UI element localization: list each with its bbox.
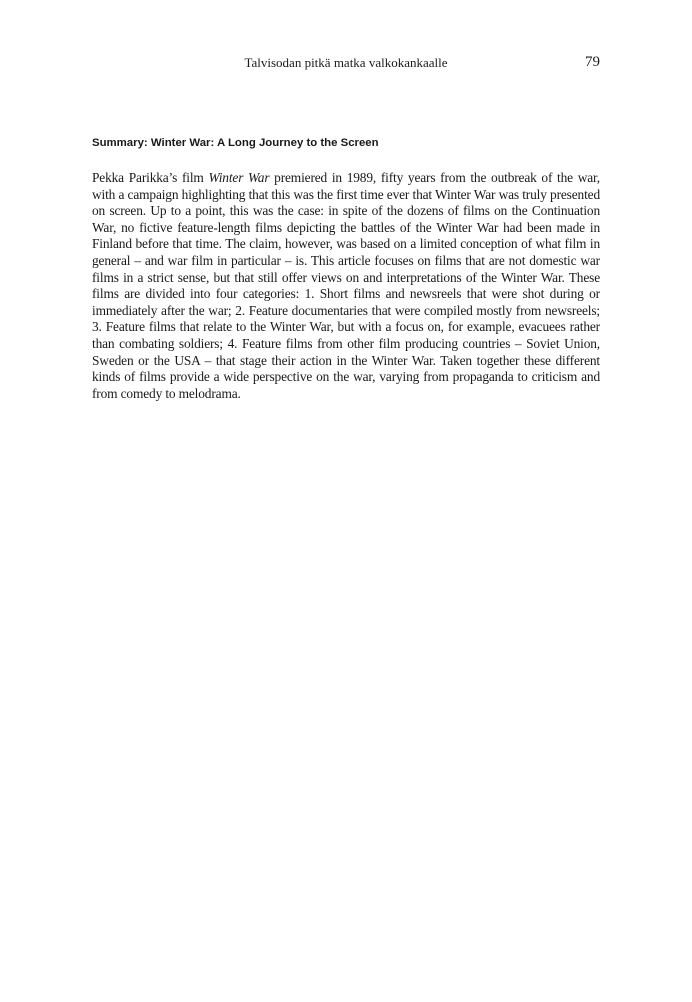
summary-paragraph bbox=[92, 170, 600, 402]
film-title: Winter War bbox=[208, 170, 270, 185]
running-title: Talvisodan pitkä matka valkokankaalle bbox=[244, 55, 448, 70]
page-number: 79 bbox=[585, 54, 600, 70]
summary-text-intro: Pekka Parikka’s film bbox=[92, 170, 209, 185]
summary-heading: Summary: Winter War: A Long Journey to the Screen bbox=[92, 137, 379, 149]
running-header bbox=[92, 54, 600, 74]
summary-text-rest: premiered in 1989, fifty years from the outbreak of the war, with a campaign highlighting that this was the first time ever that Winter War was truly presented on screen. Up to a point, this was the case: in spite of the dozens of films on the Continuation War, no fictive feature-length films depicting the battles of the Winter War had been made in Finland before that time. The claim, however, was based on a limited conception of what film in general – and war film in particular – is. This article focuses on films that are not domestic war films in a strict sense, but that still offer views on and interpretations of the Winter War. These films are divided into four categories: 1. Short films and newsreels that were shot during or immediately after the war; 2. Feature documentaries that were compiled mostly from newsreels; 3. Feature films that relate to the Winter War, but with a focus on, for example, evacuees rather than combating soldiers; 4. Feature films from other film producing countries – Soviet Union, Sweden or the USA – that stage their action in the Winter War. Taken together these different kinds of films provide a wide perspective on the war, varying from propaganda to criticism and from comedy to melodrama. bbox=[92, 170, 600, 401]
